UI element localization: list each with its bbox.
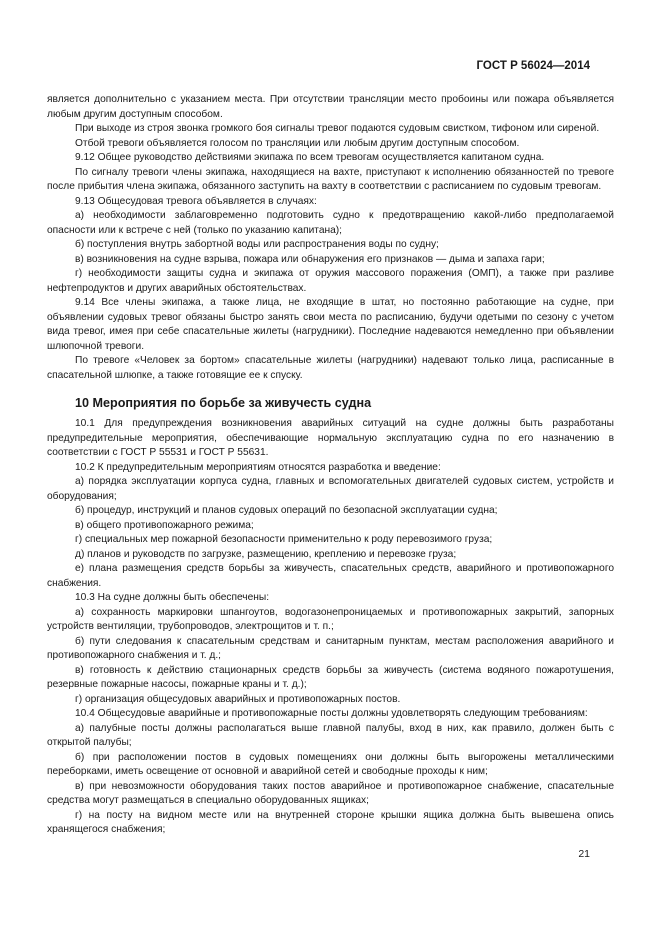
clause-9-14: 9.14 Все члены экипажа, а также лица, не входящие в штат, но постоянно работающие на судне, при объявлении судовых тревог обязаны быстро занять свои места по расписанию, будучи одетыми по сезону с учетом вида тревог, имея при себе спасательные жилеты (нагрудники). Последние надеваются немедленно при объявлении шлюпочной тревоги. [47, 297, 614, 352]
list-item: в) возникновения на судне взрыва, пожара или обнаружения его признаков — дыма и запаха гари; [75, 253, 545, 265]
list-item: а) порядка эксплуатации корпуса судна, главных и вспомогательных двигателей судовых систем, устройств и оборудования; [47, 476, 614, 502]
list-item: в) при невозможности оборудования таких постов аварийное и противопожарное снабжение, спасательные средства могут размещаться в специально оборудованных ящиках; [47, 780, 614, 806]
list-item: д) планов и руководств по загрузке, размещению, креплению и перевозке груза; [75, 548, 457, 560]
page-number: 21 [578, 848, 590, 860]
list-item: г) необходимости защиты судна и экипажа от оружия массового поражения (ОМП), а также при разливе нефтепродуктов и других аварийных обстоятельствах. [47, 268, 614, 294]
list-item: г) организация общесудовых аварийных и противопожарных постов. [75, 693, 401, 705]
list-item: в) общего противопожарного режима; [75, 519, 254, 531]
list-item: б) поступления внутрь забортной воды или распространения воды по судну; [75, 239, 439, 250]
clause-10-2: 10.2 К предупредительным мероприятиям относятся разработка и введение: [75, 461, 441, 473]
list-item: а) палубные посты должны располагаться выше главной палубы, вход в них, как правило, должен быть с открытой палубы; [47, 722, 614, 748]
list-item: б) процедур, инструкций и планов судовых операций по безопасной эксплуатации судна; [75, 505, 498, 516]
clause-9-13: 9.13 Общесудовая тревога объявляется в случаях: [75, 195, 317, 207]
list-item: г) на посту на видном месте или на внутренней стороне крышки ящика должна быть вывешена опись хранящегося снабжения; [47, 809, 614, 835]
list-item: б) при расположении постов в судовых помещениях они должны быть выгорожены металлическими переборками, иметь освещение от основной и аварийной сетей и свободные проходы к ним; [47, 751, 614, 777]
paragraph: является дополнительно с указанием места. При отсутствии трансляции место пробоины или пожара объявляется любым другим доступным способом. [47, 94, 614, 120]
section-heading: 10 Мероприятия по борьбе за живучесть судна [75, 396, 372, 410]
list-item: в) готовность к действию стационарных средств борьбы за живучесть (система водяного пожаротушения, резервные пожарные насосы, пожарные краны и т. д.); [47, 664, 614, 690]
paragraph: По тревоге «Человек за бортом» спасательные жилеты (нагрудники) надевают только лица, расписанные в спасательной шлюпке, а также готовящие ее к спуску. [47, 355, 614, 381]
list-item: а) сохранность маркировки шпангоутов, водогазонепроницаемых и противопожарных закрытий, запорных устройств вентиляции, трубопроводов, электрощитов и т. п.; [47, 606, 614, 632]
list-item: а) необходимости заблаговременно подготовить судно к предотвращению какой-либо предполагаемой опасности или к встрече с ней (только по указанию капитана); [47, 210, 614, 236]
list-item: б) пути следования к спасательным средствам и санитарным пунктам, местам расположения аварийного и противопожарного снабжения и т. д.; [47, 635, 614, 661]
paragraph: При выходе из строя звонка громкого боя сигналы тревог подаются судовым свистком, тифоном или сиреной. [75, 123, 600, 134]
clause-10-4: 10.4 Общесудовые аварийные и противопожарные посты должны удовлетворять следующим требованиям: [75, 708, 588, 719]
document-body [47, 93, 614, 838]
paragraph: По сигналу тревоги члены экипажа, находящиеся на вахте, приступают к исполнению обязанностей по тревоге после прибытия члена экипажа, обязанного заступить на вахту в соответствии с расписанием по судовым тревогам. [47, 166, 614, 192]
document-code-header: ГОСТ Р 56024—2014 [476, 60, 590, 72]
paragraph: Отбой тревоги объявляется голосом по трансляции или любым другим доступным способом. [75, 137, 520, 149]
clause-10-1: 10.1 Для предупреждения возникновения аварийных ситуаций на судне должны быть разработаны предупредительные мероприятия, обеспечивающие нормальную эксплуатацию судна по его назначению в соответствии с ГОСТ Р 55531 и ГОСТ Р 55631. [47, 418, 614, 458]
clause-10-3: 10.3 На судне должны быть обеспечены: [75, 592, 270, 603]
clause-9-12: 9.12 Общее руководство действиями экипажа по всем тревогам осуществляется капитаном судна. [75, 152, 545, 163]
list-item: е) плана размещения средств борьбы за живучесть, спасательных средств, аварийного и противопожарного снабжения. [47, 563, 614, 589]
list-item: г) специальных мер пожарной безопасности применительно к роду перевозимого груза; [75, 534, 493, 545]
